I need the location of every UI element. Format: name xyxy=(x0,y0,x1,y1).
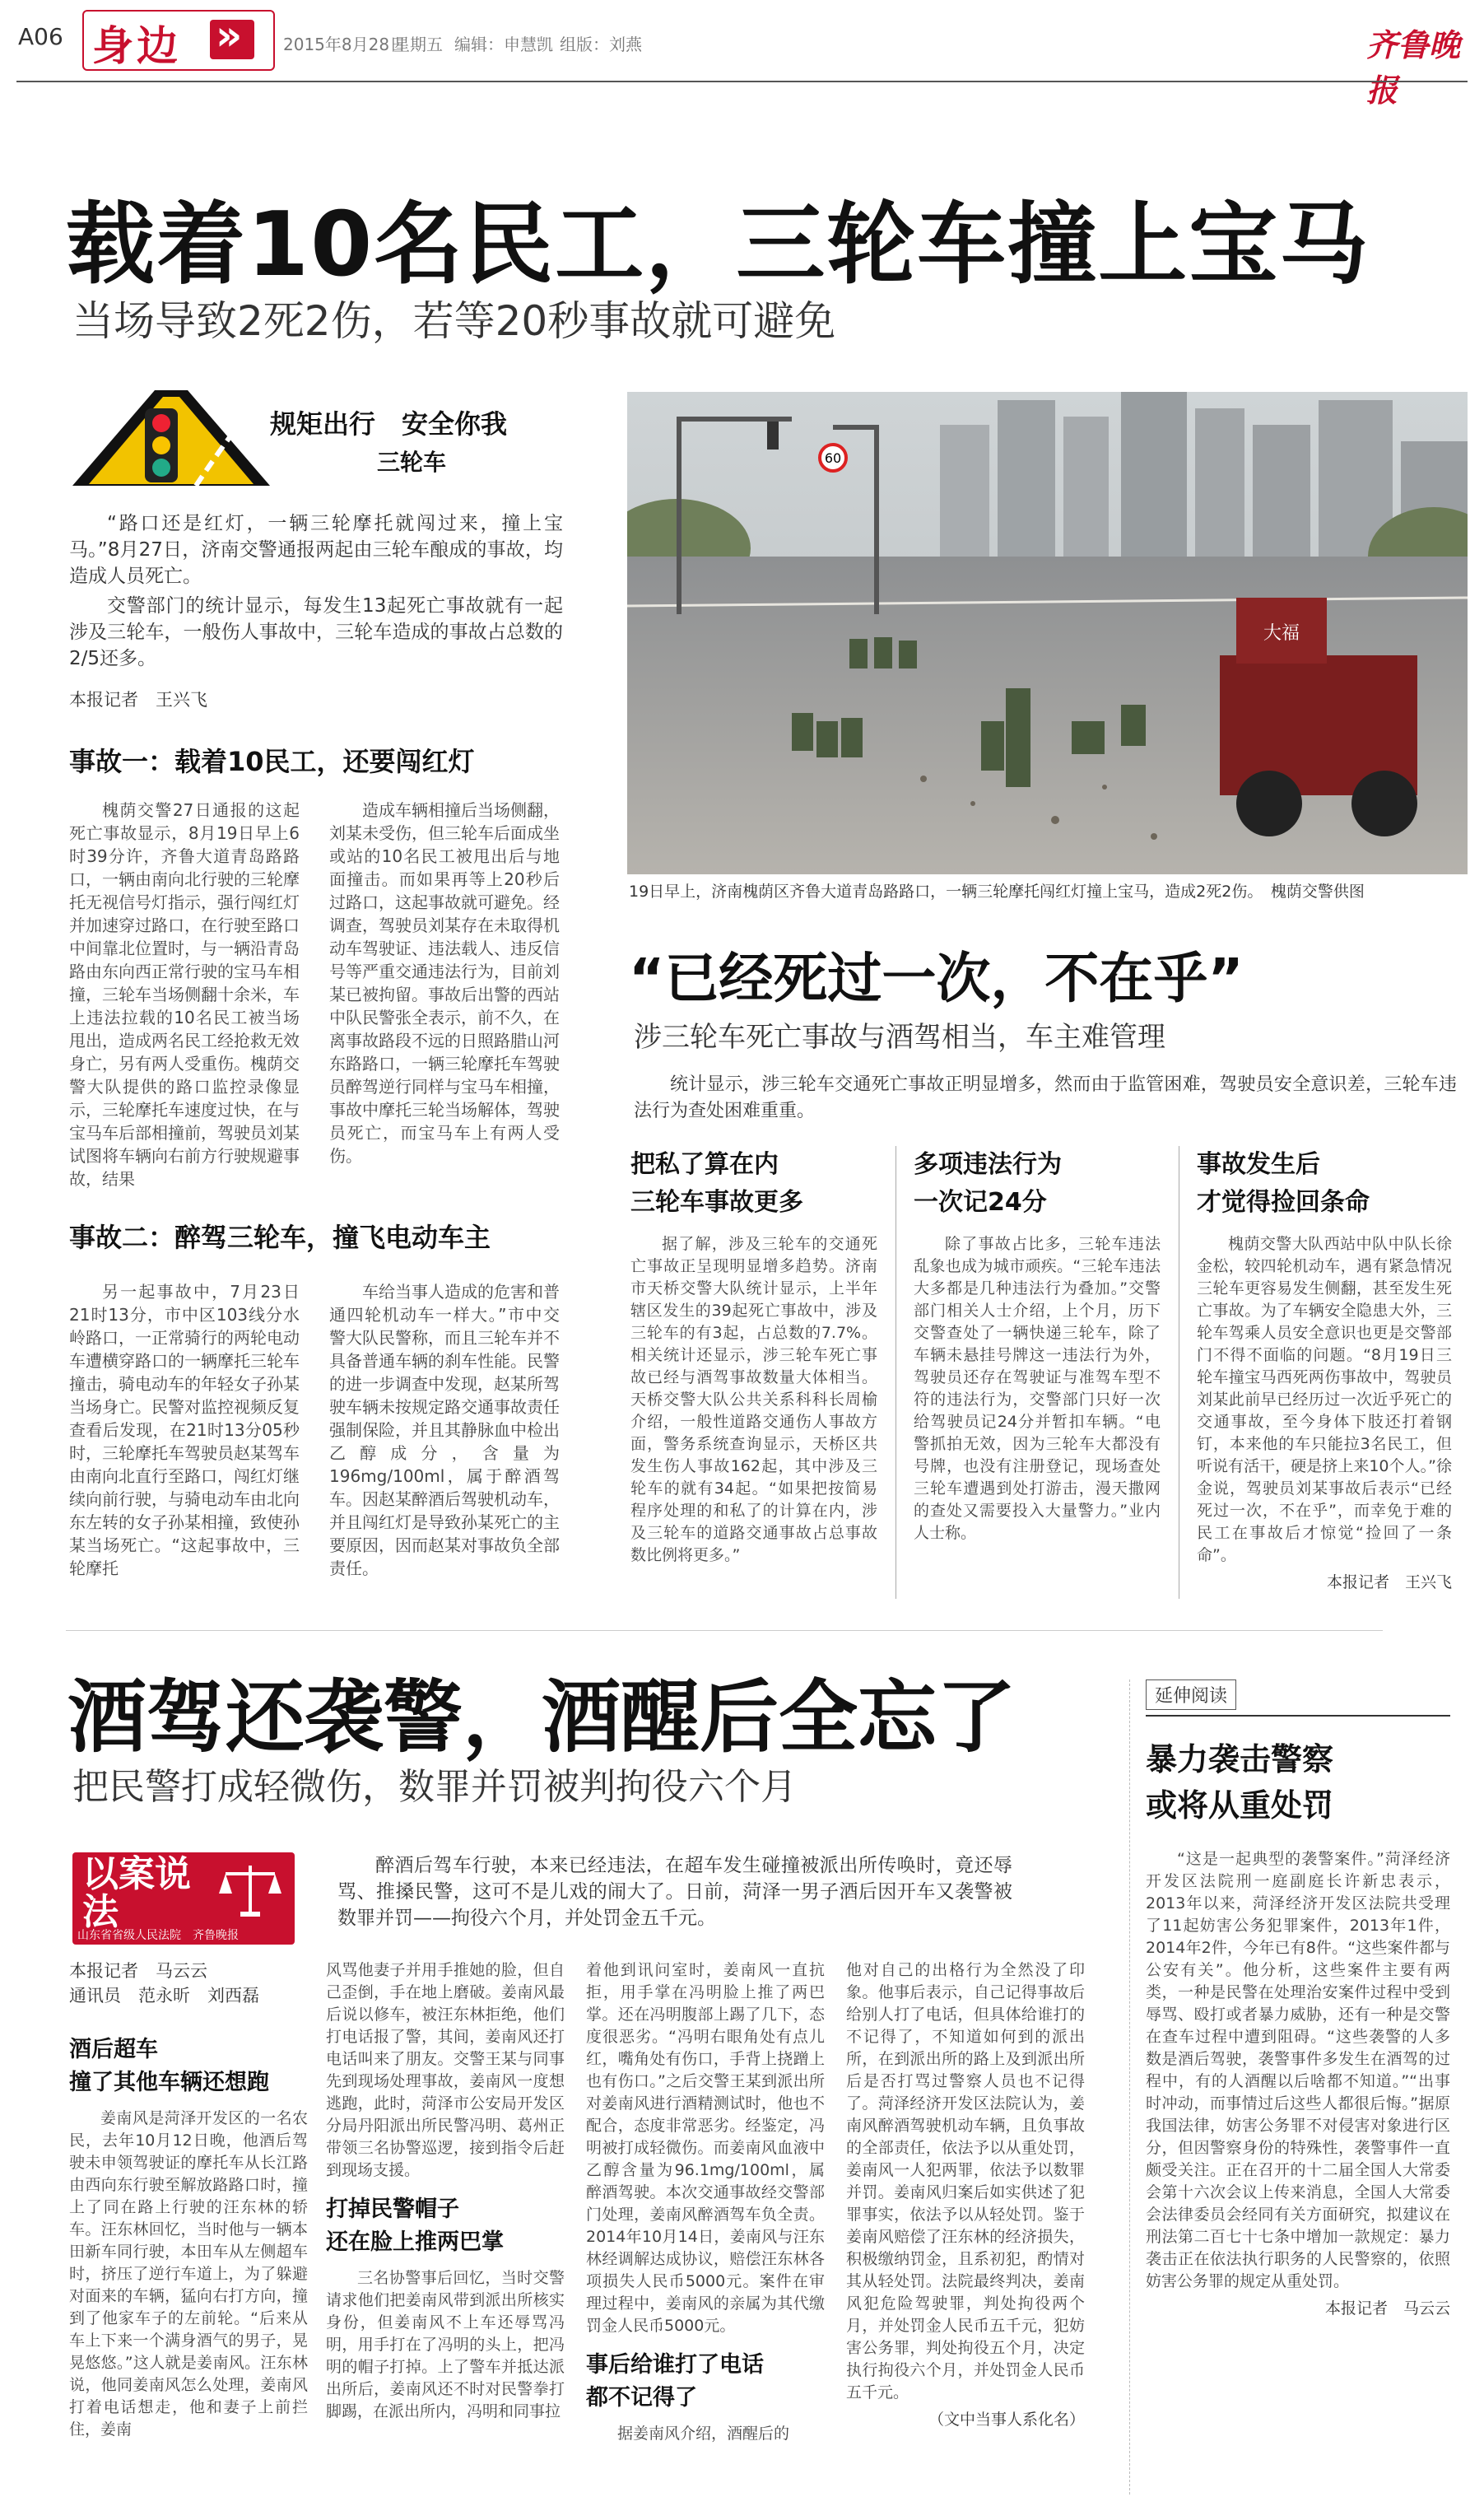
story3-intro-text: 醉酒后驾车行驶，本来已经违法，在超车发生碰撞被派出所传唤时，竟还辱骂、推搡民警，这可不是儿戏的闹大了。日前，菏泽一男子酒后因开车又袭警被数罪并罚——拘役六个月，并处罚金五千元。 xyxy=(337,1855,1012,1929)
story3-source-note: （文中当事人系化名） xyxy=(928,2411,1085,2429)
traffic-light-road-icon xyxy=(72,387,270,494)
case1-title xyxy=(69,743,579,780)
story2-col1 xyxy=(630,1146,877,1567)
story2-col1-title-a: 把私了算在内 xyxy=(630,1150,779,1179)
story2-col1-text: 据了解，涉及三轮车的交通死亡事故正呈现明显增多趋势。济南市天桥交警大队统计显示，上半年辖区发生的39起死亡事故中，涉及三轮车的有3起，占总数的7.7%。相关统计还显示，涉三轮车死亡事故已经与酒驾事故数量大体相当。天桥交警大队公共关系科科长周榆介绍，一般性道路交通伤人事故方面，警务系统查询显示，天桥区共发生伤人事故162起，其中涉及三轮车的就有34起。“如果把按简易程序处理的和私了的计算在内，涉及三轮车的道路交通事故占总事故数比例将更多。” xyxy=(630,1235,877,1564)
story3-byline-1: 本报记者 马云云 xyxy=(69,1961,207,1981)
case2-title-text: 事故二：醉驾三轮车，撞飞电动车主 xyxy=(69,1222,491,1253)
issue-editor: 编辑：申慧凯 xyxy=(454,35,553,54)
sidebar-divider xyxy=(1129,1679,1130,2495)
story2-col3 xyxy=(1197,1146,1452,1592)
case1-title-text: 事故一：载着10民工，还要闯红灯 xyxy=(69,746,475,777)
law-badge-sub: 山东省省级人民法院 齐鲁晚报 xyxy=(77,1929,239,1942)
story3-col2-text-b: 三名协警事后回忆，当时交警请求他们把姜南风带到派出所核实身份，但姜南风不上车还辱骂冯明，用手打在了冯明的头上，把冯明的帽子打掉。上了警车并抵达派出所后，姜南风还不时对民警拳打脚踢，在派出所内，冯明和同事拉 xyxy=(326,2269,565,2420)
story3-col2-text: 风骂他妻子并用手推她的脸，但自己歪倒，手在地上磨破。姜南风最后说以修车，被汪东林拒绝，他们打电话报了警，其间，姜南风还打电话叫来了朋友。交警王某与同事先到现场处理事故，姜南风一度想逃跑，此时，菏泽市公安局开发区分局丹阳派出所民警冯明、葛州正带领三名协警巡逻，接到指令后赶到现场支援。 xyxy=(326,1961,565,2179)
story1-lede-block xyxy=(69,510,563,672)
case1-col1-text: 槐荫交警27日通报的这起死亡事故显示，8月19日早上6时39分许，齐鲁大道青岛路路口，一辆由南向北行驶的三轮摩托无视信号灯指示，强行闯红灯并加速穿过路口，在行驶至路口中间靠北位置时，与一辆沿青岛路由东向西正常行驶的宝马车相撞，三轮车当场侧翻十余米，车上违法拉载的10名民工被当场甩出，造成两名民工经抢救无效身亡，另有两人受重伤。槐荫交警大队提供的路口监控录像显示，三轮摩托车速度过快，在与宝马车后部相撞前，驾驶员刘某试图将车辆向右前方行驶规避事故，结果 xyxy=(69,800,300,1189)
story3-col3-text: 着他到讯问室时，姜南风一直抗拒，用手掌在冯明脸上推了两巴掌。还在冯明腹部上踢了几下，态度很恶劣。“冯明右眼角处有点儿红，嘴角处有伤口，手背上挠蹭上也有伤口。”之后交警王某到派出所对姜南风进行酒精测试时，他也不配合，态度非常恶劣。经鉴定，冯明被打成轻微伤。而姜南风血液中乙醇含量为96.1mg/100ml，属醉酒驾驶。本次交通事故经交警部门处理，姜南风醉酒驾车负全责。2014年10月14日，姜南风与汪东林经调解达成协议，赔偿汪东林各项损失人民币5000元。案件在审理过程中，姜南风的亲属为其代缴罚金人民币5000元。 xyxy=(586,1961,825,2335)
issue-weekday: 星期五 xyxy=(393,35,443,54)
case1-col2 xyxy=(329,799,560,1171)
case2-col2 xyxy=(329,1280,560,1583)
story3-headline: 酒驾还袭警，酒醒后全忘了 xyxy=(67,1671,1016,1763)
story2-col2-text: 除了事故占比多，三轮车违法乱象也成为城市顽疾。“三轮车违法大多都是几种违法行为叠加。”交警部门相关人士介绍，上个月，历下交警查处了一辆快递三轮车，除了车辆未悬挂号牌这一违法行为外，驾驶员还存在驾驶证与准驾车型不符的违法行为，交警部门只好一次给驾驶员记24分并暂扣车辆。“电警抓拍无效，因为三轮车大都没有号牌，也没有注册登记，现场查处三轮车遭遇到处打游击，漫天撒网的查处又需要投入大量警力。”业内人士称。 xyxy=(914,1235,1161,1542)
story2-intro xyxy=(634,1072,1457,1125)
story1-subhead: 当场导致2死2伤，若等20秒事故就可避免 xyxy=(72,297,836,345)
badge-topic: 三轮车 xyxy=(377,449,447,476)
story3-col3 xyxy=(586,1959,825,2445)
story3-sec3-title-a: 事后给谁打了电话 xyxy=(586,2352,764,2378)
sidebar-byline: 本报记者 马云云 xyxy=(1324,2299,1450,2318)
story3-col4-text: 他对自己的出格行为全然没了印象。他事后表示，自己记得事故后给别人打了电话，但具体给谁打的不记得了，不知道如何到的派出所，在到派出所的路上及到派出所后是否打骂过警察人员也不记得了。菏泽经济开发区法院认为，姜南风醉酒驾驶机动车辆，且负事故的全部责任，依法予以从重处罚，姜南风一人犯两罪，依法予以数罪并罚。姜南风归案后如实供述了犯罪事实，依法予以从轻处罚。鉴于姜南风赔偿了汪东林的经济损失，积极缴纳罚金，且系初犯，酌情对其从轻处罚。法院最终判决，姜南风犯危险驾驶罪，判处拘役两个月，并处罚金人民币五千元，犯妨害公务罪，判处拘役五个月，决定执行拘役六个月，并处罚金人民币五千元。 xyxy=(846,1961,1085,2402)
story3-sec1-title-b: 撞了其他车辆还想跑 xyxy=(69,2070,269,2095)
story3-col1 xyxy=(69,2033,308,2441)
badge-slogan: 规矩出行 安全你我 xyxy=(270,408,508,440)
case2-title xyxy=(69,1218,579,1256)
section-title: 身边 xyxy=(92,22,181,70)
story2-col2-title-a: 多项违法行为 xyxy=(914,1150,1062,1179)
case2-col2-text: 车给当事人造成的危害和普通四轮机动车一样大。”市中交警大队民警称，而且三轮车并不具备普通车辆的刹车性能。民警的进一步调查中发现，赵某所驾驶车辆未按规定路交通事故责任强制保险，并且其静脉血中检出乙醇成分，含量为196mg/100ml，属于醉酒驾车。因赵某醉酒后驾驶机动车，并且闯红灯是导致孙某死亡的主要原因，因而赵某对事故负全部责任。 xyxy=(329,1282,560,1578)
accident-scene-illustration xyxy=(627,392,1468,874)
accident-photo xyxy=(627,392,1468,874)
story2-col2 xyxy=(914,1146,1161,1544)
story2-intro-text: 统计显示，涉三轮车交通死亡事故正明显增多，然而由于监管困难，驾驶员安全意识差，三轮车违法行为查处困难重重。 xyxy=(634,1074,1457,1121)
story1-headline: 载着10名民工，三轮车撞上宝马 xyxy=(66,193,1370,296)
story3-col1-text: 姜南风是菏泽开发区的一名农民，去年10月12日晚，他酒后驾驶未申领驾驶证的摩托车从长江路由西向东行驶至解放路路口时，撞上了同在路上行驶的汪东林的轿车。汪东林回忆，当时他与一辆本田新车同行驶，本田车从左侧超车时，挤压了逆行车道上，为了躲避对面来的车辆，猛向右打方向，撞到了他家车子的左前轮。“后来从车上下来一个满身酒气的男子，晃晃悠悠。”这人就是姜南风。汪东林说，他同姜南风怎么处理，姜南风打着电话想走，他和妻子上前拦住，姜南 xyxy=(69,2109,308,2439)
story3-sec3-title-b: 都不记得了 xyxy=(586,2385,697,2411)
story3-subhead: 把民警打成轻微伤，数罪并罚被判拘役六个月 xyxy=(72,1766,797,1808)
story3-byline-2: 通讯员 范永昕 刘西磊 xyxy=(69,1986,259,2006)
story1-byline: 本报记者 王兴飞 xyxy=(69,690,207,710)
tricycle-brand-text: 大福 xyxy=(1263,623,1300,644)
sidebar xyxy=(1146,1679,1450,2318)
law-badge-title: 以案说法 xyxy=(82,1853,191,1933)
story2-col3-title-a: 事故发生后 xyxy=(1197,1150,1320,1179)
sidebar-label-row xyxy=(1146,1679,1450,1717)
page-number: A06 xyxy=(18,23,63,50)
story2-col2-title-b: 一次记24分 xyxy=(914,1188,1047,1217)
story1-lede2: 交警部门的统计显示，每发生13起死亡事故就有一起涉及三轮车，一般伤人事故中，三轮车造成的事故占总数的2/5还多。 xyxy=(69,595,563,669)
story1-lede: “路口还是红灯，一辆三轮摩托就闯过来，撞上宝马。”8月27日，济南交警通报两起由三轮车酿成的事故，均造成人员死亡。 xyxy=(69,513,563,587)
story3-intro xyxy=(337,1852,1012,1931)
scales-icon xyxy=(216,1861,285,1920)
story3-sec1-title-a: 酒后超车 xyxy=(69,2037,158,2062)
story2-col3-text: 槐荫交警大队西站中队中队长徐金松，较四轮机动车，遇有紧急情况三轮车更容易发生侧翻，甚至发生死亡事故。为了车辆安全隐患大外，三轮车驾乘人员安全意识也更是交警部门不得不面临的问题。“8月19日三轮车撞宝马西死两伤事故中，驾驶员刘某此前早已经历过一次近乎死亡的交通事故，至今身体下肢还打着钢钉，本来他的车只能拉3名民工，但听说有活干，硬是挤上来10个人。”徐金说，驾驶员刘某事故后表示“已经死过一次，不在乎”，而幸免于难的民工在事故后才惊觉“捡回了一条命”。 xyxy=(1197,1235,1452,1564)
sidebar-title-b: 或将从重处罚 xyxy=(1146,1787,1334,1824)
page-separator xyxy=(66,1630,1383,1631)
story3-col3-text-b: 据姜南风介绍，酒醒后的 xyxy=(617,2425,790,2443)
case1-col1 xyxy=(69,799,300,1194)
story3-col2 xyxy=(326,1959,565,2423)
section-arrow-glyph: » xyxy=(216,12,243,59)
header-rule xyxy=(16,81,1468,82)
sidebar-label: 延伸阅读 xyxy=(1146,1679,1236,1710)
story2-col3-title-b: 才觉得捡回条命 xyxy=(1197,1188,1370,1217)
case1-col2-text: 造成车辆相撞后当场侧翻，刘某未受伤，但三轮车后面成坐或站的10名民工被甩出后与地面撞击。而如果再等上20秒后过路口，这起事故就可避免。经调查，驾驶员刘某存在未取得机动车驾驶证、违法载人、违反信号等严重交通违法行为，目前刘某已被拘留。事故后出警的西站中队民警张全表示，前不久，在离事故路段不远的日照路腊山河东路路口，一辆三轮摩托车驾驶员醉驾逆行同样与宝马车相撞，事故中摩托三轮当场解体，驾驶员死亡，而宝马车上有两人受伤。 xyxy=(329,800,560,1166)
issue-layout: 组版：刘燕 xyxy=(560,35,642,54)
masthead-logo: 齐鲁晚报 xyxy=(1366,26,1461,109)
story2-headline: “已经死过一次，不在乎” xyxy=(629,947,1244,1010)
sidebar-title-a: 暴力袭击警察 xyxy=(1146,1741,1334,1777)
issue-date: 2015年8月28日 xyxy=(283,35,407,54)
story3-col4 xyxy=(846,1959,1085,2429)
story2-col1-title-b: 三轮车事故更多 xyxy=(630,1188,803,1217)
photo-caption: 19日早上，济南槐荫区齐鲁大道青岛路路口，一辆三轮摩托闯红灯撞上宝马，造成2死2伤。 槐荫交警供图 xyxy=(629,883,1365,901)
case2-col1-text: 另一起事故中，7月23日21时13分，市中区103线分水岭路口，一正常骑行的两轮电动车遭横穿路口的一辆摩托三轮车撞击，骑电动车的年轻女子孙某当场身亡。民警对监控视频反复查看后发现，在21时13分05秒时，三轮摩托车驾驶员赵某驾车由南向北直行至路口，闯红灯继续向前行驶，与骑电动车由北向东左转的女子孙某相撞，致使孙某当场死亡。“这起事故中，三轮摩托 xyxy=(69,1282,300,1578)
story3-sec2-title-b: 还在脸上推两巴掌 xyxy=(326,2229,504,2255)
speed-sign-text: 60 xyxy=(824,450,842,466)
story2-subhead: 涉三轮车死亡事故与酒驾相当，车主难管理 xyxy=(634,1021,1165,1054)
page-header xyxy=(0,0,1484,109)
sidebar-text: “这是一起典型的袭警案件。”菏泽经济开发区法院刑一庭副庭长许新忠表示，2013年以来，菏泽经济开发区法院共受理了11起妨害公务犯罪案件，2013年1件，2014年2件，今年已有8件。“这些案件都与公安有关”。他分析，这些案件主要有两类，一种是民警在处理治安案件过程中受到辱骂、殴打或者暴力威胁，还有一种是交警在查车过程中遭到阻碍。“这些袭警的人多数是酒后驾驶，袭警事件多发生在酒驾的过程中，有的人酒醒以后啥都不知道。”“出事时冲动，而事情过后这些人都很后悔。”据原我国法律，妨害公务罪不对侵害对象进行区分，但因警察身份的特殊性，袭警事件一直颇受关注。正在召开的十二届全国人大常委会第十六次会议上传来消息，全国人大常委会法律委员会经同有关方面研究，拟建议在刑法第二百七十七条中增加一款规定：暴力袭击正在依法执行职务的人民警察的，依照妨害公务罪的规定从重处罚。 xyxy=(1146,1850,1450,2290)
story2-byline: 本报记者 王兴飞 xyxy=(1326,1573,1452,1591)
case2-col1 xyxy=(69,1280,300,1583)
story3-sec2-title-a: 打掉民警帽子 xyxy=(326,2197,459,2222)
traffic-badge xyxy=(72,387,550,494)
